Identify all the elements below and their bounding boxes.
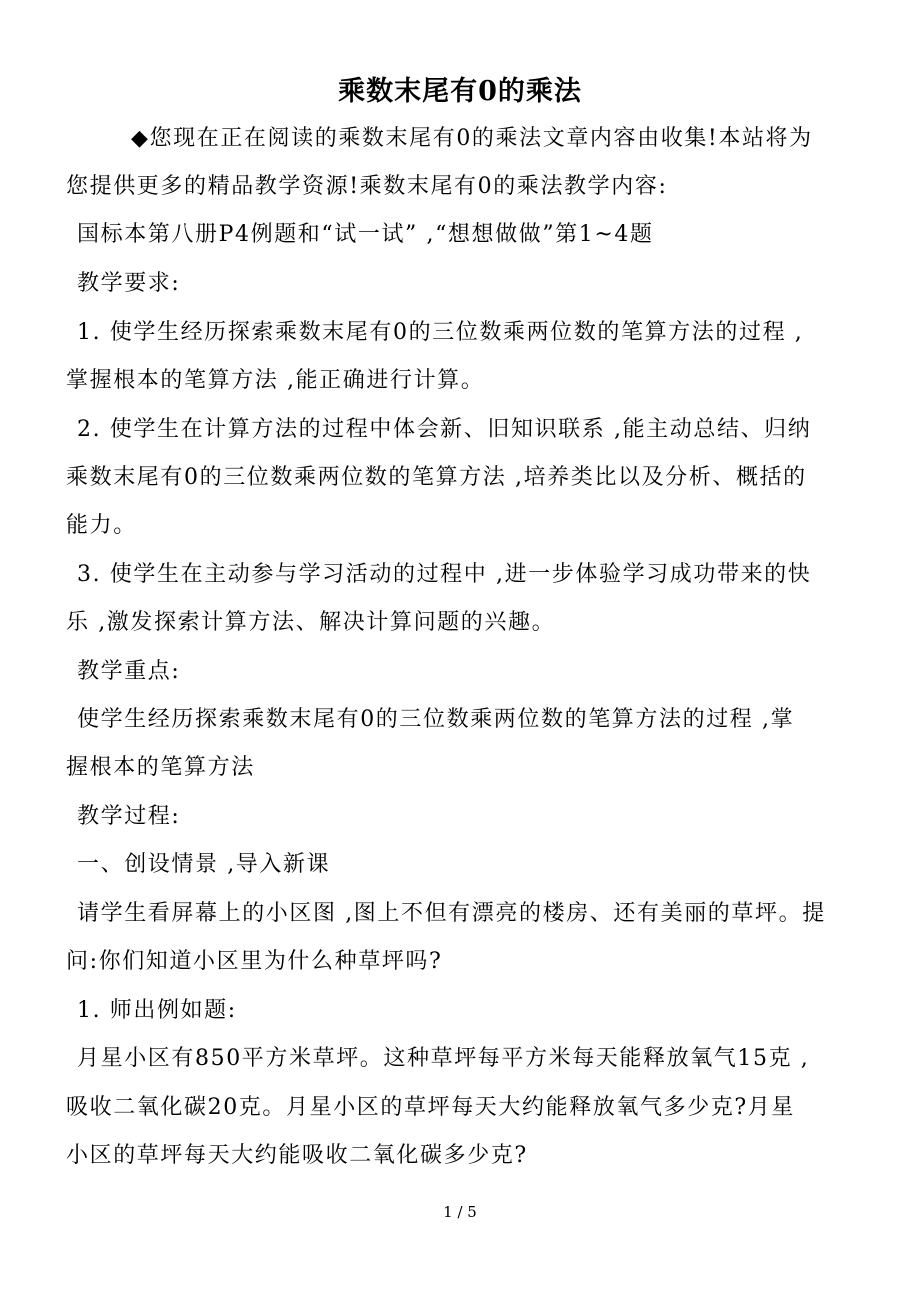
process-step-1-heading: 一、创设情景 ,导入新课: [77, 852, 331, 877]
focus-line-2: 握根本的笔算方法: [66, 755, 255, 780]
document-title: 乘数末尾有0的乘法: [338, 76, 582, 107]
requirement-1-line-2: 掌握根本的笔算方法 ,能正确进行计算。: [66, 368, 485, 393]
requirement-2-line-3: 能力。: [66, 513, 137, 538]
example-problem-line-1: 月星小区有850平方米草坪。这种草坪每平方米每天能释放氧气15克 ,: [77, 1046, 810, 1071]
example-problem-line-3: 小区的草坪每天大约能吸收二氧化碳多少克?: [66, 1143, 528, 1168]
focus-line-1: 使学生经历探索乘数末尾有0的三位数乘两位数的笔算方法的过程 ,掌: [77, 707, 795, 732]
process-intro-line-1: 请学生看屏幕上的小区图 ,图上不但有漂亮的楼房、还有美丽的草坪。提: [77, 901, 826, 926]
requirement-3-line-2: 乐 ,激发探索计算方法、解决计算问题的兴趣。: [66, 610, 556, 635]
page-indicator: 1 / 5: [443, 1203, 477, 1221]
requirement-2-line-2: 乘数末尾有0的三位数乘两位数的笔算方法 ,培养类比以及分析、概括的: [66, 465, 807, 490]
requirement-3-line-1: 3. 使学生在主动参与学习活动的过程中 ,进一步体验学习成功带来的快: [77, 562, 812, 587]
example-problem-line-2: 吸收二氧化碳20克。月星小区的草坪每天大约能释放氧气多少克?月星: [66, 1095, 795, 1120]
process-intro-line-2: 问:你们知道小区里为什么种草坪吗?: [66, 949, 443, 974]
section-heading-process: 教学过程:: [77, 804, 181, 829]
requirement-2-line-1: 2. 使学生在计算方法的过程中体会新、旧知识联系 ,能主动总结、归纳: [77, 417, 812, 442]
intro-line-2: 您提供更多的精品教学资源!乘数末尾有0的乘法教学内容:: [66, 174, 668, 199]
section-heading-requirements: 教学要求:: [77, 271, 181, 296]
content-scope-line: 国标本第八册P4例题和“试一试” ,“想想做做”第1~4题: [77, 222, 654, 247]
requirement-1-line-1: 1. 使学生经历探索乘数末尾有0的三位数乘两位数的笔算方法的过程 ,: [77, 320, 804, 345]
example-heading: 1. 师出例如题:: [77, 998, 237, 1023]
intro-line-1: ◆您现在正在阅读的乘数末尾有0的乘法文章内容由收集!本站将为: [131, 126, 813, 151]
section-heading-focus: 教学重点:: [77, 659, 181, 684]
